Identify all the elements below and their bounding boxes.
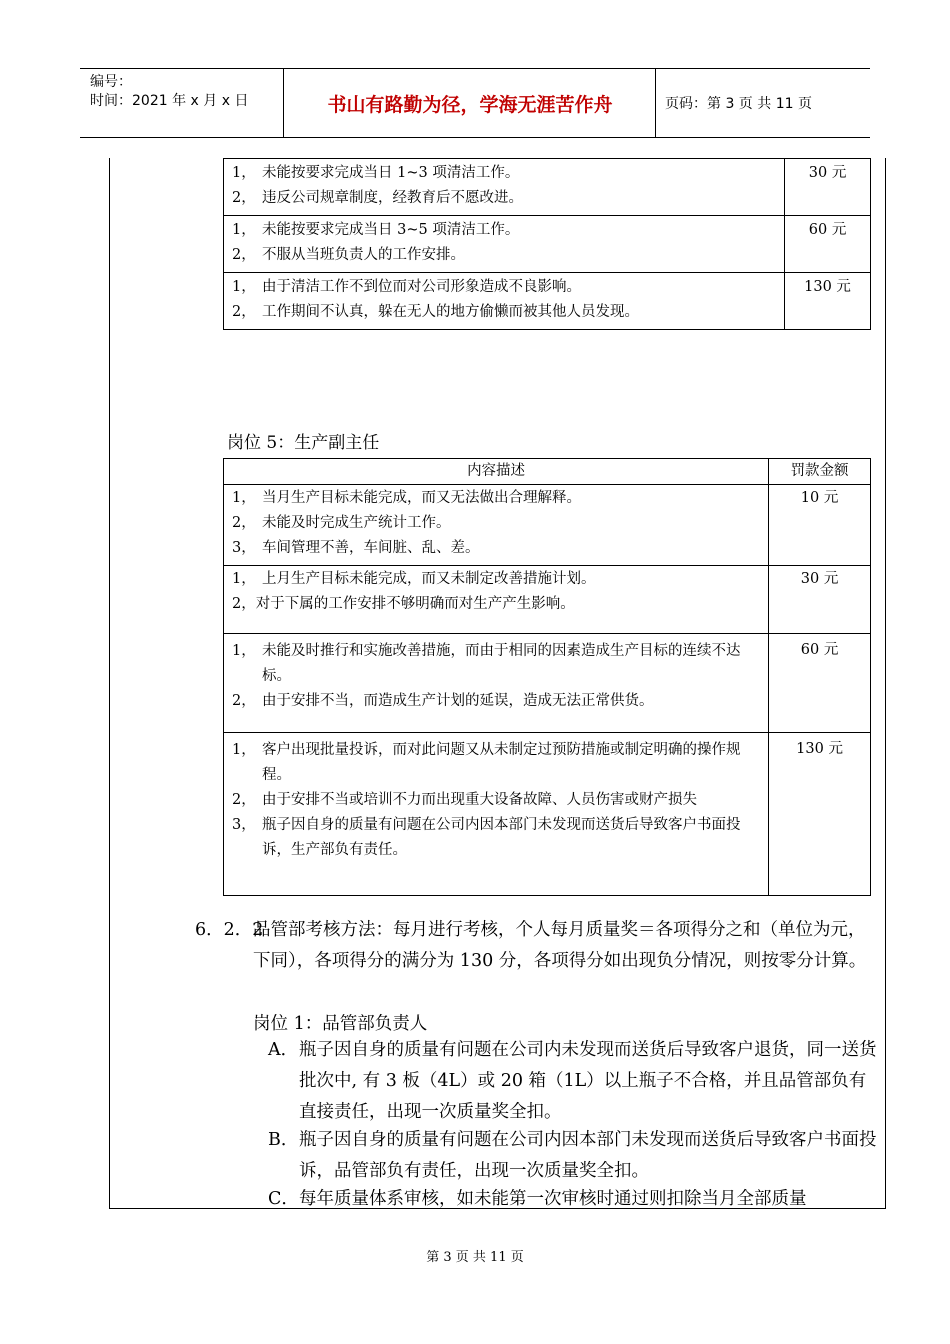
table-row — [224, 566, 871, 634]
item-text: 当月生产目标未能完成，而又无法做出合理解释。 — [262, 490, 581, 506]
penalty-table-production — [223, 458, 871, 896]
table-row — [224, 159, 871, 216]
table-row — [224, 634, 871, 733]
penalty-amount: 30 元 — [785, 159, 871, 216]
clause-text: 品管部考核方法：每月进行考核，个人每月质量奖＝各项得分之和（单位为元，下同），各项得分的满分为 130 分，各项得分如出现负分情况，则按零分计算。 — [253, 920, 867, 971]
table-row — [224, 485, 871, 566]
table-row — [224, 216, 871, 273]
item-text: 瓶子因自身的质量有问题在公司内因本部门未发现而送货后导致客户书面投诉，生产部负有责任。 — [262, 817, 741, 858]
item-text: 未能按要求完成当日 3~5 项清洁工作。 — [262, 222, 520, 238]
item-text: 不服从当班负责人的工作安排。 — [262, 247, 465, 263]
post-title: 岗位 1：品管部负责人 — [253, 1014, 428, 1034]
item-number: 2， — [232, 596, 256, 612]
item-text: 车间管理不善，车间脏、乱、差。 — [262, 540, 480, 556]
table-row — [224, 733, 871, 896]
item-text: 上月生产目标未能完成，而又未制定改善措施计划。 — [262, 571, 596, 587]
item-number: 3， — [232, 540, 256, 556]
criteria-text: 每年质量体系审核，如未能第一次审核时通过则扣除当月全部质量 — [299, 1189, 807, 1209]
item-number: 2， — [232, 693, 256, 709]
item-number: 1， — [232, 165, 256, 181]
item-number: 1， — [232, 490, 256, 506]
item-text: 违反公司规章制度，经教育后不愿改进。 — [262, 190, 523, 206]
penalty-amount: 10 元 — [769, 485, 871, 566]
section-title: 岗位 5：生产副主任 — [227, 433, 380, 453]
penalty-amount: 130 元 — [769, 733, 871, 896]
criteria-item — [268, 1184, 880, 1215]
date-label: 时间：2021 年 x 月 x 日 — [90, 93, 249, 109]
page-footer: 第 3 页 共 11 页 — [426, 1250, 524, 1265]
item-text: 由于清洁工作不到位而对公司形象造成不良影响。 — [262, 279, 581, 295]
criteria-item — [268, 1125, 880, 1187]
item-text: 客户出现批量投诉，而对此问题又从未制定过预防措施或制定明确的操作规程。 — [262, 742, 741, 783]
header-divider — [655, 69, 656, 137]
number-label: 编号： — [90, 74, 132, 90]
item-number: 1， — [232, 742, 256, 758]
item-text: 未能按要求完成当日 1~3 项清洁工作。 — [262, 165, 520, 181]
item-number: 2， — [232, 792, 256, 808]
header-meta — [90, 73, 248, 111]
criteria-label: B． — [268, 1130, 299, 1150]
criteria-label: C． — [268, 1189, 299, 1209]
item-text: 对于下属的工作安排不够明确而对生产产生影响。 — [255, 596, 575, 612]
clause-6-2-2 — [195, 915, 880, 977]
item-number: 2， — [232, 304, 256, 320]
item-text: 由于安排不当或培训不力而出现重大设备故障、人员伤害或财产损失 — [262, 792, 697, 808]
table-row — [224, 273, 871, 330]
item-text: 工作期间不认真，躲在无人的地方偷懒而被其他人员发现。 — [262, 304, 639, 320]
criteria-item — [268, 1035, 880, 1128]
page-header — [80, 68, 870, 138]
item-number: 2， — [232, 247, 256, 263]
item-text: 未能及时完成生产统计工作。 — [262, 515, 451, 531]
item-text: 由于安排不当，而造成生产计划的延误，造成无法正常供货。 — [262, 693, 654, 709]
table-header-row — [224, 459, 871, 485]
criteria-text: 瓶子因自身的质量有问题在公司内因本部门未发现而送货后导致客户书面投诉，品管部负有责任，出现一次质量奖全扣。 — [299, 1130, 877, 1181]
item-number: 1， — [232, 571, 256, 587]
item-number: 3， — [232, 817, 256, 833]
item-number: 1， — [232, 279, 256, 295]
column-header: 罚款金额 — [769, 459, 871, 485]
column-header: 内容描述 — [224, 459, 769, 485]
header-page-info: 页码：第 3 页 共 11 页 — [665, 96, 812, 112]
penalty-table-cleaning — [223, 158, 871, 330]
item-number: 1， — [232, 643, 256, 659]
penalty-amount: 60 元 — [785, 216, 871, 273]
criteria-label: A． — [268, 1040, 299, 1060]
item-number: 2， — [232, 190, 256, 206]
clause-number: 6．2．2 — [195, 920, 264, 940]
item-text: 未能及时推行和实施改善措施，而由于相同的因素造成生产目标的连续不达标。 — [262, 643, 741, 684]
penalty-amount: 30 元 — [769, 566, 871, 634]
penalty-amount: 130 元 — [785, 273, 871, 330]
header-divider — [283, 69, 284, 137]
item-number: 1， — [232, 222, 256, 238]
criteria-text: 瓶子因自身的质量有问题在公司内未发现而送货后导致客户退货，同一送货批次中, 有 3 板（4L）或 20 箱（1L）以上瓶子不合格，并且品管部负有直接责任，出现一次质量奖全扣。 — [299, 1040, 877, 1122]
penalty-amount: 60 元 — [769, 634, 871, 733]
header-motto: 书山有路勤为径，学海无涯苦作舟 — [327, 93, 613, 116]
item-number: 2， — [232, 515, 256, 531]
